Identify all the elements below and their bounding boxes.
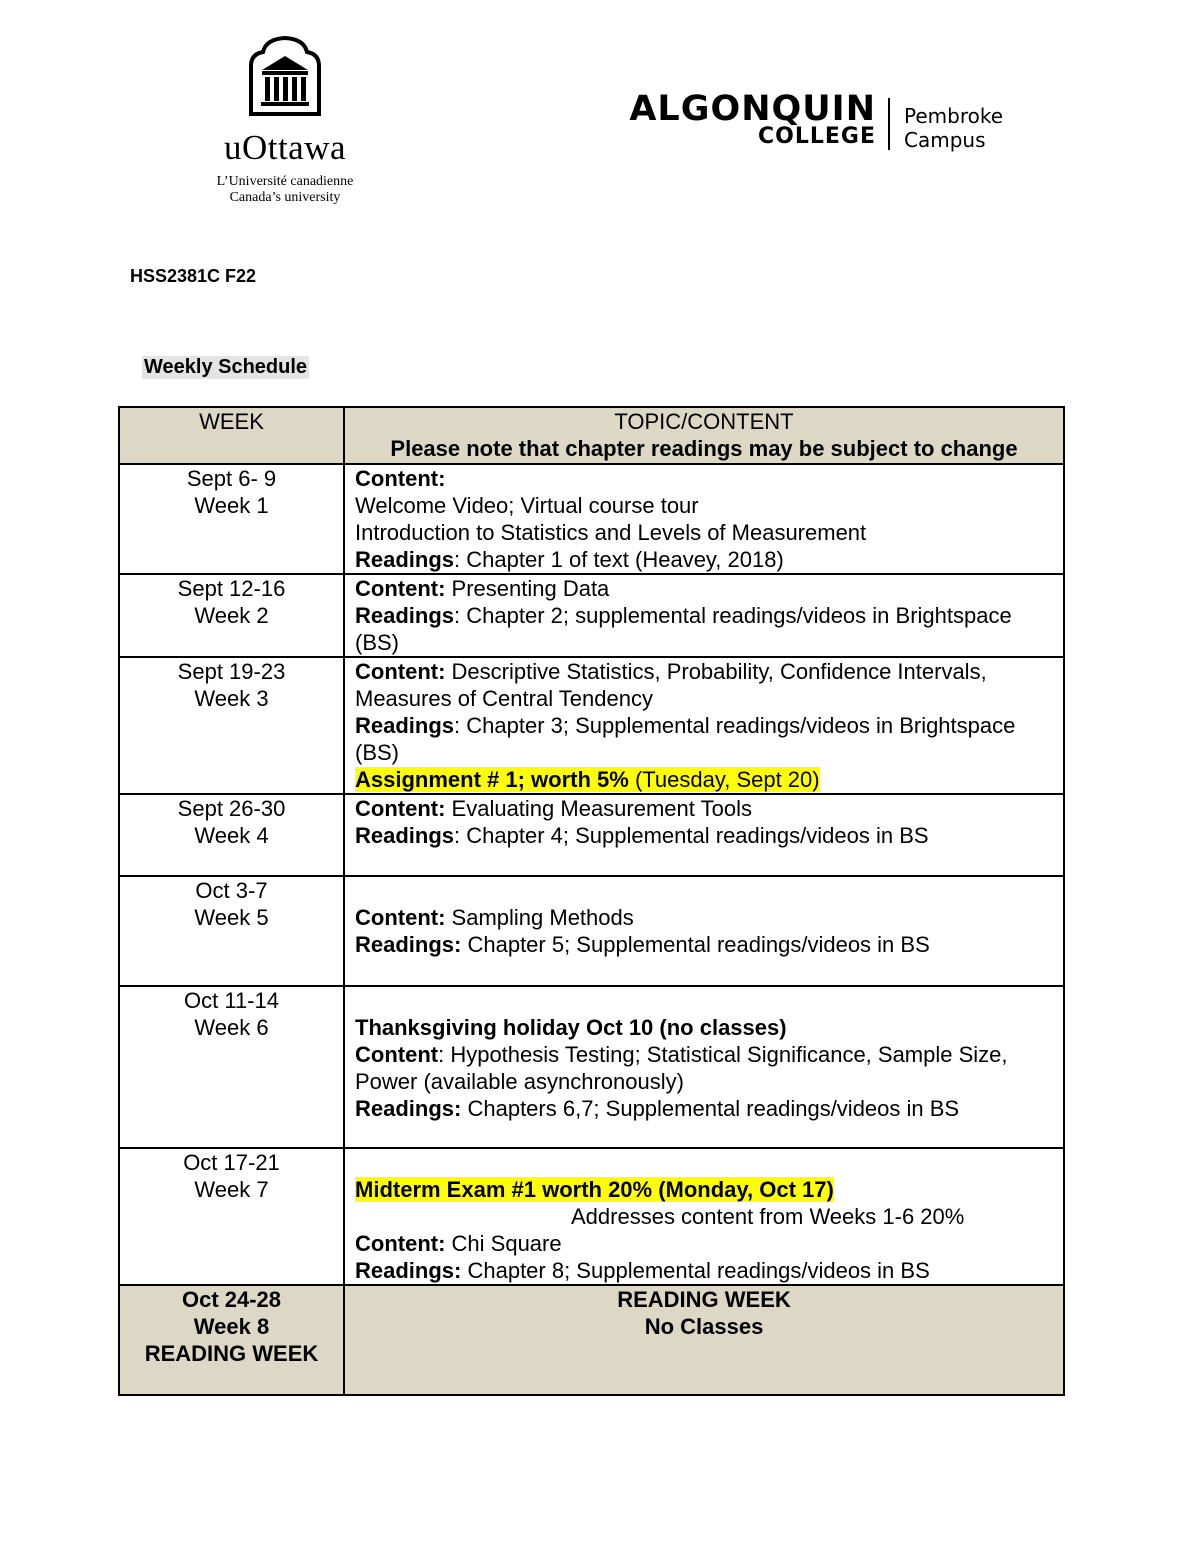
week-number: Week 5 xyxy=(194,905,269,930)
assignment-date: (Tuesday, Sept 20) xyxy=(628,767,820,792)
content-label: Content: xyxy=(355,905,446,930)
algonquin-wordmark: ALGONQUIN xyxy=(629,89,876,129)
assignment-title: Assignment # 1; worth 5% xyxy=(355,767,629,792)
readings-line xyxy=(355,822,1053,849)
readings-label: Readings xyxy=(355,823,455,848)
header-note: Please note that chapter readings may be subject to change xyxy=(390,436,1018,461)
content-text: Sampling Methods xyxy=(445,905,634,930)
readings-label: Readings: xyxy=(355,1258,462,1283)
week-number: Week 2 xyxy=(194,603,269,628)
week-dates: Oct 17-21 xyxy=(183,1150,280,1175)
content-line xyxy=(355,575,1053,602)
header-topic-label: TOPIC/CONTENT xyxy=(614,409,794,434)
readings-line xyxy=(355,931,1053,958)
content-label: Content: xyxy=(355,576,446,601)
uottawa-wordmark: uOttawa xyxy=(223,128,347,167)
assignment-highlight xyxy=(355,767,820,792)
content-label: Content xyxy=(355,1042,439,1067)
week-dates: Sept 12-16 xyxy=(177,576,286,601)
week-number: Week 3 xyxy=(194,686,269,711)
header-week-label: WEEK xyxy=(199,409,264,434)
uottawa-tagline-en: Canada’s university xyxy=(229,190,341,205)
campus-label xyxy=(904,104,1003,152)
week-dates: Sept 6- 9 xyxy=(186,466,277,491)
holiday-note: Thanksgiving holiday Oct 10 (no classes) xyxy=(355,1015,787,1040)
course-code: HSS2381C F22 xyxy=(130,266,257,286)
readings-text: Chapter 5; Supplemental readings/videos in BS xyxy=(461,932,930,957)
content-line: Introduction to Statistics and Levels of Measurement xyxy=(355,520,867,545)
weekly-schedule-table xyxy=(118,406,1065,1396)
readings-line xyxy=(355,1095,1053,1122)
week-dates: Oct 11-14 xyxy=(184,988,279,1013)
readings-text: : Chapter 3; Supplemental readings/videos in Brightspace (BS) xyxy=(355,713,1016,765)
table-row xyxy=(119,464,1064,574)
schedule-title: Weekly Schedule xyxy=(144,356,308,378)
week-number: Week 1 xyxy=(194,493,269,518)
topic-cell xyxy=(344,464,1064,574)
content-line xyxy=(355,904,1053,931)
content-label: Content: xyxy=(355,466,446,491)
readings-text: : Chapter 1 of text (Heavey, 2018) xyxy=(454,547,784,572)
readings-line xyxy=(355,712,1053,766)
exam-note: Addresses content from Weeks 1-6 20% xyxy=(571,1204,965,1229)
header-topic xyxy=(344,407,1064,464)
uottawa-tagline-fr: L’Université canadienne xyxy=(216,174,354,189)
readings-line xyxy=(355,1257,1053,1284)
readings-text: Chapters 6,7; Supplemental readings/videos in BS xyxy=(461,1096,960,1121)
table-row xyxy=(119,657,1064,794)
week-cell xyxy=(119,464,344,574)
table-row xyxy=(119,876,1064,986)
week-dates: Sept 26-30 xyxy=(177,796,286,821)
table-row xyxy=(119,986,1064,1148)
table-row-reading-week xyxy=(119,1285,1064,1395)
week-note: READING WEEK xyxy=(144,1341,319,1366)
week-number: Week 4 xyxy=(194,823,269,848)
week-dates: Oct 3-7 xyxy=(195,878,268,903)
content-line xyxy=(355,1230,1053,1257)
week-cell xyxy=(119,1148,344,1285)
readings-label: Readings: xyxy=(355,1096,462,1121)
week-cell xyxy=(119,986,344,1148)
readings-text: Chapter 8; Supplemental readings/videos in BS xyxy=(461,1258,930,1283)
week-number: Week 8 xyxy=(193,1314,270,1339)
content-text: Chi Square xyxy=(445,1231,562,1256)
readings-text: : Chapter 2; supplemental readings/videos in Brightspace (BS) xyxy=(355,603,1012,655)
readings-label: Readings xyxy=(355,603,455,628)
table-row xyxy=(119,794,1064,876)
algonquin-college-word: COLLEGE xyxy=(758,124,876,149)
week-number: Week 7 xyxy=(194,1177,269,1202)
content-label: Content: xyxy=(355,1231,446,1256)
week-number: Week 6 xyxy=(194,1015,269,1040)
topic-cell xyxy=(344,986,1064,1148)
campus-line2: Campus xyxy=(904,128,986,152)
table-row xyxy=(119,1148,1064,1285)
content-label: Content: xyxy=(355,796,446,821)
week-cell xyxy=(119,1285,344,1395)
table-header-row xyxy=(119,407,1064,464)
blank-line xyxy=(355,987,1053,1014)
content-text: Evaluating Measurement Tools xyxy=(445,796,752,821)
campus-line1: Pembroke xyxy=(904,104,1004,128)
content-text: Presenting Data xyxy=(445,576,610,601)
assignment-line xyxy=(355,766,1053,793)
blank-line xyxy=(355,877,1053,904)
week-cell xyxy=(119,574,344,657)
week-cell xyxy=(119,876,344,986)
header-week xyxy=(119,407,344,464)
exam-line xyxy=(355,1176,1053,1203)
content-label: Content: xyxy=(355,659,446,684)
uottawa-logo xyxy=(205,36,365,206)
blank-line xyxy=(355,1149,1053,1176)
content-text: Descriptive Statistics, Probability, Confidence Intervals, Measures of Central Tendency xyxy=(355,659,987,711)
readings-label: Readings: xyxy=(355,932,462,957)
content-line xyxy=(355,795,1053,822)
topic-cell xyxy=(344,794,1064,876)
week-cell xyxy=(119,657,344,794)
topic-cell xyxy=(344,1285,1064,1395)
week-dates: Sept 19-23 xyxy=(177,659,286,684)
readings-text: : Chapter 4; Supplemental readings/videos in BS xyxy=(454,823,929,848)
exam-highlight: Midterm Exam #1 worth 20% (Monday, Oct 17) xyxy=(355,1177,834,1202)
table-row xyxy=(119,574,1064,657)
reading-week-title: READING WEEK xyxy=(617,1287,791,1312)
content-line: Welcome Video; Virtual course tour xyxy=(355,493,699,518)
week-dates: Oct 24-28 xyxy=(181,1287,282,1312)
logo-divider xyxy=(888,98,890,150)
topic-cell xyxy=(344,876,1064,986)
uottawa-building-icon xyxy=(248,36,322,116)
content-line xyxy=(355,1041,1053,1095)
topic-cell xyxy=(344,574,1064,657)
week-cell xyxy=(119,794,344,876)
readings-line xyxy=(355,546,1053,573)
content-text: : Hypothesis Testing; Statistical Significance, Sample Size, Power (available asynchronously) xyxy=(355,1042,1008,1094)
reading-week-note: No Classes xyxy=(644,1314,764,1339)
content-line xyxy=(355,658,1053,712)
topic-cell xyxy=(344,1148,1064,1285)
readings-label: Readings xyxy=(355,547,455,572)
readings-line xyxy=(355,602,1053,656)
topic-cell xyxy=(344,657,1064,794)
readings-label: Readings xyxy=(355,713,455,738)
exam-note-line xyxy=(355,1203,1053,1230)
